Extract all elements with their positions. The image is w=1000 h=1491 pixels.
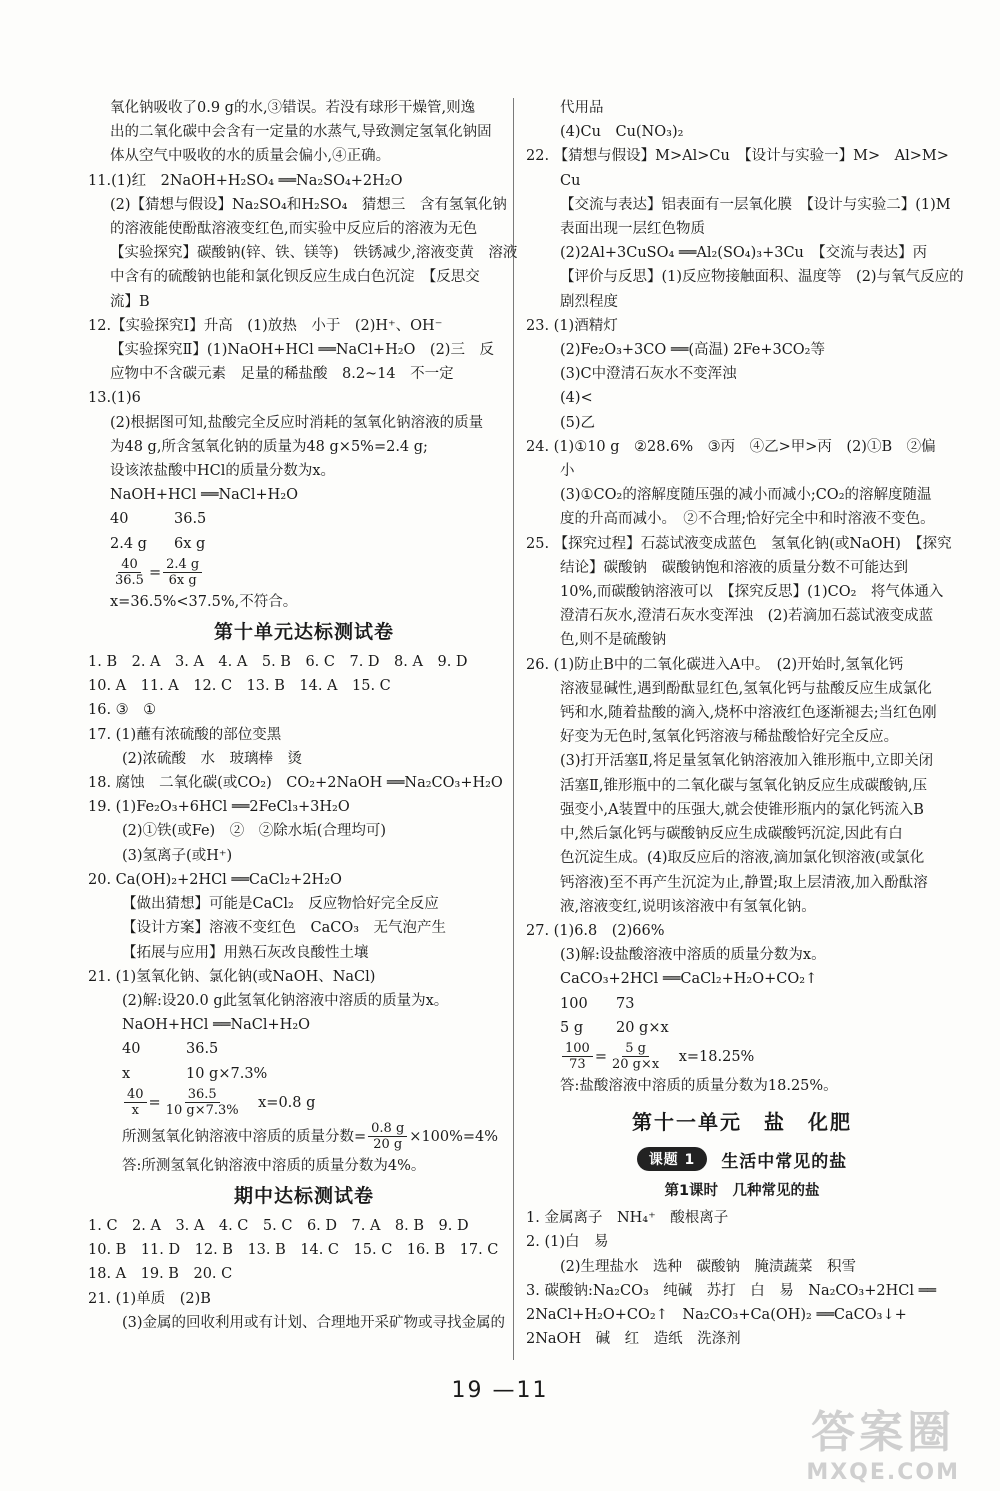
- fraction: [124, 1087, 147, 1118]
- numerator: 0.8 g: [368, 1121, 407, 1137]
- text-line: (2)根据图可知,盐酸完全反应时消耗的氢氧化钠溶液的质量: [110, 414, 484, 431]
- text-line: 24. (1)①10 g ②28.6% ③丙 ④乙>甲>丙 (2)①B ②偏: [526, 438, 936, 455]
- answer-line: 答:所测氢氧化钠溶液中溶质的质量分数为4%。: [122, 1157, 426, 1174]
- fraction: [562, 1041, 593, 1072]
- watermark-logo: [806, 1396, 960, 1485]
- text-line: 结论】碳酸钠 碳酸钠饱和溶液的质量分数不可能达到: [560, 559, 908, 576]
- calc-row: [88, 1037, 520, 1061]
- question-11: [88, 169, 520, 314]
- calc-value: 40: [122, 1041, 141, 1058]
- text-line: (5)乙: [560, 414, 596, 431]
- text-line: 度的升高而减小。 ②不合理;恰好完全中和时溶液不变色。: [560, 511, 935, 528]
- text-line: 应物中不含碳元素 足量的稀盐酸 8.2~14 不一定: [110, 366, 454, 383]
- text-line: 色,则不是硫酸钠: [560, 632, 667, 649]
- question-12: [88, 314, 520, 387]
- unit10-answers: [88, 650, 520, 1178]
- calc-value: x: [122, 1065, 131, 1082]
- watermark-url: MXQE.COM: [806, 1460, 960, 1485]
- fraction: [163, 1087, 242, 1118]
- text-line: 10. B 11. D 12. B 13. B 14. C 15. C 16. B 17. C: [88, 1242, 499, 1259]
- unit11-answers: [526, 1206, 958, 1351]
- text-line: 【做出猜想】可能是CaCl₂ 反应物恰好完全反应: [122, 896, 439, 913]
- text-line: (1)红 2NaOH+H₂SO₄ ══Na₂SO₄+2H₂O: [111, 172, 403, 189]
- text-line: 10. A 11. A 12. C 13. B 14. A 15. C: [88, 678, 391, 695]
- formula-suffix: ×100%=4%: [409, 1128, 499, 1145]
- text-line: 2NaCl+H₂O+CO₂↑ Na₂CO₃+Ca(OH)₂ ══CaCO₃↓+: [526, 1306, 907, 1323]
- calc-value: 2.4 g: [110, 535, 147, 552]
- text-line: 剧烈程度: [560, 293, 618, 310]
- text-line: 22. 【猜想与假设】M>Al>Cu 【设计与实验一】M> Al>M>: [526, 148, 949, 165]
- text-line: 21. (1)单质 (2)B: [88, 1290, 211, 1307]
- result: x=0.8 g: [258, 1094, 316, 1111]
- question-number: 12.: [88, 317, 112, 334]
- section-title-midterm: 期中达标测试卷: [233, 1184, 374, 1207]
- text-line: 溶液显碱性,遇到酚酞显红色,氢氧化钙与盐酸反应生成氯化: [560, 680, 932, 697]
- numerator: 100: [562, 1041, 593, 1057]
- text-line: 代用品: [560, 100, 604, 116]
- text-line: (2)解:设20.0 g此氢氧化钠溶液中溶质的质量为x。: [122, 992, 449, 1009]
- text-line: 液,溶液变红,说明该溶液中有氢氧化钠。: [560, 898, 816, 915]
- q10-continuation: [88, 96, 520, 169]
- period-title: 第1课时 几种常见的盐: [664, 1183, 820, 1200]
- text-line: (2)2Al+3CuSO₄ ══Al₂(SO₄)₃+3Cu 【交流与表达】丙: [560, 245, 928, 262]
- denominator: 6x g: [168, 573, 197, 589]
- text-line: 25. 【探究过程】石蕊试液变成蓝色 氢氧化钠(或NaOH) 【探究: [526, 535, 952, 552]
- text-line: (2)Fe₂O₃+3CO ══(高温) 2Fe+3CO₂等: [560, 342, 825, 359]
- text-line: 活塞Ⅱ,锥形瓶中的二氧化碳与氢氧化钠反应生成碳酸钠,压: [560, 777, 928, 794]
- text-line: 小: [560, 463, 575, 480]
- numerator: 5 g: [622, 1041, 649, 1057]
- text-line: 【拓展与应用】用熟石灰改良酸性土壤: [122, 944, 369, 961]
- text-line: 中,然后氯化钙与碳酸钠反应生成碳酸钙沉淀,因此有白: [560, 826, 903, 843]
- text-line: (2)生理盐水 选种 碳酸钠 腌渍蔬菜 积雪: [560, 1258, 857, 1275]
- fraction: [163, 557, 202, 588]
- text-line: 表面出现一层红色物质: [560, 221, 705, 238]
- text-line: x=36.5%<37.5%,不符合。: [110, 593, 298, 610]
- text-line: (2)浓硫酸 水 玻璃棒 烫: [122, 750, 303, 767]
- calc-row: [526, 992, 958, 1016]
- question-27: [526, 919, 958, 1098]
- section-title-unit10: 第十单元达标测试卷: [213, 621, 394, 644]
- text-line: 强变小,A装置中的压强大,就会使锥形瓶内的氯化钙流入B: [560, 801, 924, 818]
- formula-prefix: 所测氢氧化钠溶液中溶质的质量分数=: [122, 1128, 367, 1145]
- page-number: 19 —11: [451, 1378, 549, 1403]
- text-line: 流】B: [110, 293, 150, 310]
- text-line: 体从空气中吸收的水的质量会偏小,④正确。: [110, 148, 391, 165]
- text-line: Cu: [560, 172, 581, 189]
- text-line: (3)打开活塞Ⅱ,将足量氢氧化钠溶液加入锥形瓶中,立即关闭: [560, 753, 934, 770]
- text-line: 为48 g,所含氢氧化钠的质量为48 g×5%=2.4 g;: [110, 438, 428, 455]
- calc-value: 6x g: [174, 535, 206, 552]
- text-line: 澄清石灰水,澄清石灰水变浑浊 (2)若滴加石蕊试液变成蓝: [560, 608, 934, 625]
- text-line: 18. A 19. B 20. C: [88, 1266, 233, 1283]
- numerator: 2.4 g: [163, 557, 202, 573]
- text-line: 【交流与表达】铝表面有一层氧化膜 【设计与实验二】(1)M: [560, 196, 951, 213]
- midterm-answers: [88, 1214, 520, 1335]
- calc-value: 10 g×7.3%: [186, 1065, 268, 1082]
- question-25: [526, 532, 958, 653]
- text-line: 好变为无色时,氢氧化钙溶液与稀盐酸恰好完全反应。: [560, 729, 899, 746]
- calc-value: 20 g×x: [616, 1019, 669, 1036]
- question-22: [526, 144, 964, 313]
- text-line: 1. C 2. A 3. A 4. C 5. C 6. D 7. A 8. B 9. D: [88, 1217, 469, 1234]
- result: x=18.25%: [678, 1048, 755, 1065]
- text-line: (3)C中澄清石灰水不变浑浊: [560, 366, 737, 383]
- calc-value: 36.5: [186, 1041, 219, 1058]
- fraction: [112, 557, 147, 588]
- text-line: 10%,而碳酸钠溶液可以 【探究反思】(1)CO₂ 将气体通入: [560, 584, 944, 601]
- denominator: 20 g: [373, 1137, 403, 1153]
- text-line: 16. ③ ①: [88, 702, 157, 719]
- watermark-text: 答案圈: [811, 1407, 956, 1458]
- text-line: 钙和水,随着盐酸的滴入,烧杯中溶液红色逐渐褪去;当红色刚: [560, 705, 937, 722]
- text-line: 钙溶液)至不再产生沉淀为止,静置;取上层清液,加入酚酞溶: [560, 874, 928, 891]
- text-line: 1. B 2. A 3. A 4. A 5. B 6. C 7. D 8. A 9. D: [88, 654, 468, 671]
- text-line: 18. 腐蚀 二氧化碳(或CO₂) CO₂+2NaOH ══Na₂CO₃+H₂O: [88, 775, 503, 792]
- fraction: [368, 1121, 407, 1152]
- answer-line: 答:盐酸溶液中溶质的质量分数为18.25%。: [560, 1077, 838, 1094]
- text-line: 17. (1)蘸有浓硫酸的部位变黑: [88, 726, 282, 743]
- left-column: [88, 96, 520, 1335]
- calc-value: 5 g: [560, 1019, 584, 1036]
- text-line: (2)【猜想与假设】Na₂SO₄和H₂SO₄ 猜想三 含有氢氧化钠: [110, 196, 507, 213]
- text-line: (4)<: [560, 390, 593, 407]
- text-line: 中含有的硫酸钠也能和氯化钡反应生成白色沉淀 【反思交: [110, 269, 480, 286]
- equation-line: NaOH+HCl ══NaCl+H₂O: [110, 487, 299, 504]
- text-line: 2. (1)白 易: [526, 1234, 609, 1251]
- text-line: 【实验探究Ⅱ】(1)NaOH+HCl ══NaCl+H₂O (2)三 反: [110, 342, 494, 359]
- question-23: [526, 314, 958, 435]
- percentage-formula: [88, 1120, 520, 1154]
- question-26: [526, 653, 958, 919]
- text-line: 2NaOH 碱 红 造纸 洗涤剂: [526, 1331, 741, 1348]
- text-line: 27. (1)6.8 (2)66%: [526, 922, 665, 939]
- lesson-header: [526, 1142, 958, 1176]
- denominator: x: [131, 1103, 139, 1119]
- equation-line: CaCO₃+2HCl ══CaCl₂+H₂O+CO₂↑: [560, 971, 818, 988]
- text-line: 【设计方案】溶液不变红色 CaCO₃ 无气泡产生: [122, 920, 447, 937]
- text-line: (1)6: [111, 390, 141, 407]
- text-line: (3)①CO₂的溶解度随压强的减小而减小;CO₂的溶解度随温: [560, 487, 932, 504]
- text-line: 23. (1)酒精灯: [526, 317, 618, 334]
- lesson-tag: 课题 1: [637, 1147, 708, 1171]
- calc-row: [526, 1016, 958, 1040]
- calc-row: [88, 532, 520, 556]
- text-line: 氧化钠吸收了0.9 g的水,③错误。若没有球形干燥管,则逸: [110, 100, 476, 116]
- text-line: 26. (1)防止B中的二氧化碳进入A中。 (2)开始时,氢氧化钙: [526, 656, 904, 673]
- text-line: 色沉淀生成。(4)取反应后的溶液,滴加氯化钡溶液(或氯化: [560, 850, 925, 867]
- calc-row: [88, 507, 520, 531]
- denominator: 10 g×7.3%: [165, 1103, 239, 1119]
- text-line: (4)Cu Cu(NO₃)₂: [560, 124, 684, 141]
- numerator: 40: [118, 557, 141, 573]
- q21-continuation: [526, 96, 958, 144]
- text-line: 19. (1)Fe₂O₃+6HCl ══2FeCl₃+3H₂O: [88, 799, 350, 816]
- calc-value: 36.5: [174, 511, 207, 528]
- question-13: [88, 386, 520, 614]
- question-number: 11.: [88, 172, 112, 189]
- text-line: 出的二氧化碳中会含有一定量的水蒸气,导致测定氢氧化钠固: [110, 124, 492, 141]
- lesson-title: 生活中常见的盐: [721, 1151, 848, 1172]
- denominator: 20 g×x: [611, 1057, 660, 1073]
- question-24: [526, 435, 958, 532]
- text-line: 设该浓盐酸中HCl的质量分数为x。: [110, 463, 336, 480]
- text-line: 3. 碳酸钠:Na₂CO₃ 纯碱 苏打 白 易 Na₂CO₃+2HCl ══: [526, 1282, 937, 1299]
- text-line: 1. 金属离子 NH₄⁺ 酸根离子: [526, 1210, 729, 1227]
- calc-row: [88, 1062, 520, 1086]
- text-line: 20. Ca(OH)₂+2HCl ══CaCl₂+2H₂O: [88, 871, 342, 888]
- numerator: 36.5: [185, 1087, 220, 1103]
- text-line: (3)金属的回收利用或有计划、合理地开采矿物或寻找金属的: [122, 1314, 506, 1331]
- numerator: 40: [124, 1087, 147, 1103]
- calc-value: 73: [616, 995, 635, 1012]
- proportion: $\frac{40}{x}$ = $\frac{36.5}{10 g\times 7.3\%}$ x=0.8 g: [88, 1086, 520, 1120]
- denominator: 36.5: [115, 573, 144, 589]
- text-line: 【实验探究Ⅰ】升高 (1)放热 小于 (2)H⁺、OH⁻: [111, 317, 443, 334]
- question-number: 13.: [88, 390, 112, 407]
- fraction: [609, 1041, 662, 1072]
- proportion: $\frac{40}{36.5}$ = $\frac{2.4 g}{\text{6x g}}$: [88, 556, 520, 590]
- text-line: 21. (1)氢氧化钠、氯化钠(或NaOH、NaCl): [88, 968, 376, 985]
- text-line: (3)解:设盐酸溶液中溶质的质量分数为x。: [560, 947, 826, 964]
- equation-line: NaOH+HCl ══NaCl+H₂O: [122, 1017, 311, 1034]
- section-title-unit11: 第十一单元 盐 化肥: [632, 1110, 852, 1135]
- calc-value: 100: [560, 995, 588, 1012]
- text-line: 【实验探究】碳酸钠(锌、铁、镁等) 铁锈减少,溶液变黄 溶液: [110, 245, 518, 262]
- right-column: [526, 96, 964, 1351]
- text-line: 的溶液能使酚酞溶液变红色,而实验中反应后的溶液为无色: [110, 221, 478, 238]
- proportion: $\frac{100}{73}$ = $\frac{5 g}{20 g\times x}$ x=18.25%: [526, 1040, 958, 1074]
- text-line: (2)①铁(或Fe) ② ②除水垢(合理均可): [122, 823, 387, 840]
- text-line: 【评价与反思】(1)反应物接触面积、温度等 (2)与氧气反应的: [560, 269, 964, 286]
- denominator: 73: [569, 1057, 586, 1073]
- text-line: (3)氢离子(或H⁺): [122, 847, 233, 864]
- calc-value: 40: [110, 511, 129, 528]
